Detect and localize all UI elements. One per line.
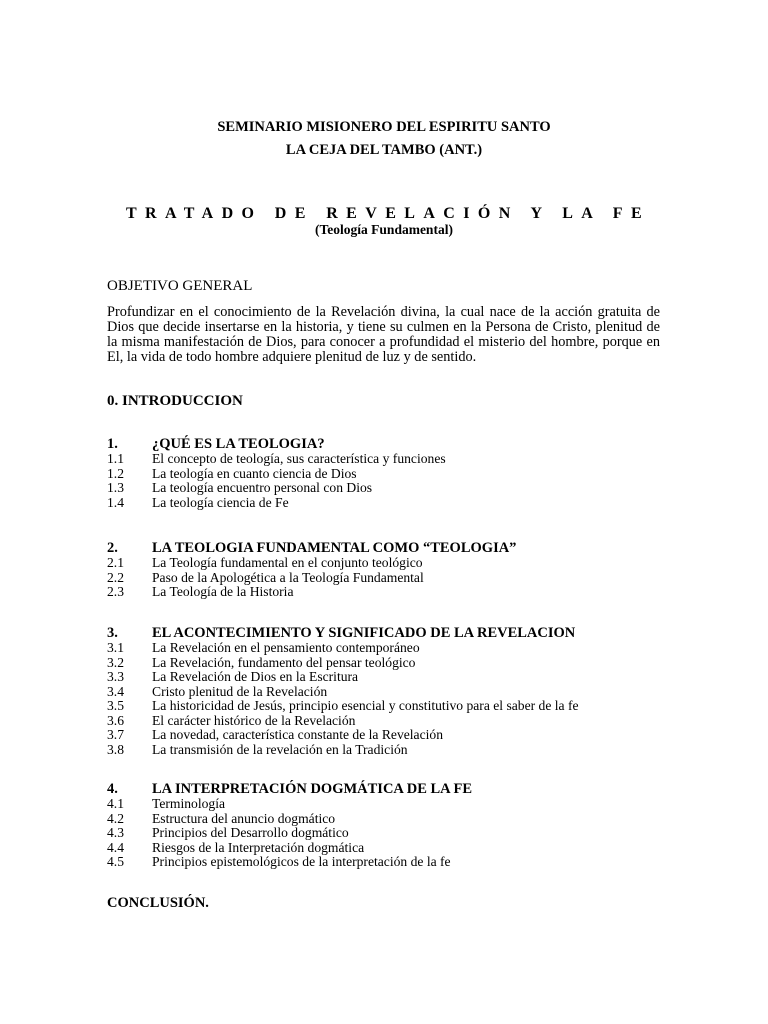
item-number: 4.1 <box>107 796 124 811</box>
list-item <box>107 556 667 571</box>
list-item <box>107 855 667 870</box>
item-number: 4.2 <box>107 810 124 826</box>
introduction-heading: 0. INTRODUCCION <box>107 393 243 409</box>
list-item <box>107 452 667 467</box>
item-number: 3.8 <box>107 741 124 757</box>
item-text: La Teología de la Historia <box>152 584 294 599</box>
section-heading <box>107 625 667 641</box>
item-number: 4.4 <box>107 839 124 855</box>
list-item <box>107 585 667 600</box>
section-title: LA INTERPRETACIÓN DOGMÁTICA DE LA FE <box>152 781 472 797</box>
list-item <box>107 743 667 758</box>
item-text: La Teología fundamental en el conjunto teológico <box>152 555 423 570</box>
section-4 <box>107 781 667 870</box>
item-number: 2.1 <box>107 555 124 570</box>
item-number: 3.1 <box>107 640 124 655</box>
item-number: 1.1 <box>107 451 124 466</box>
item-text: La historicidad de Jesús, principio esencial y constitutivo para el saber de la fe <box>152 698 579 713</box>
item-text: Terminología <box>152 796 226 811</box>
objective-heading: OBJETIVO GENERAL <box>107 278 253 294</box>
objective-paragraph: Profundizar en el conocimiento de la Revelación divina, la cual nace de la acción gratuita de Dios que decide insertarse en la historia, y tiene su culmen en la Persona de Cristo, plenitud de la misma manifestación de Dios, para conocer a profundidad el misterio del hombre, porque en El, la vida de todo hombre adquiere plenitud de luz y de sentido. <box>107 304 660 365</box>
item-number: 1.3 <box>107 480 124 495</box>
section-number: 4. <box>107 781 118 797</box>
item-number: 3.5 <box>107 698 124 713</box>
section-title: LA TEOLOGIA FUNDAMENTAL COMO “TEOLOGIA” <box>152 540 517 556</box>
item-text: La teología en cuanto ciencia de Dios <box>152 465 357 481</box>
item-text: Riesgos de la Interpretación dogmática <box>152 839 365 855</box>
item-text: Paso de la Apologética a la Teología Fundamental <box>152 569 424 585</box>
list-item <box>107 826 667 841</box>
list-item <box>107 685 667 700</box>
item-text: La Revelación, fundamento del pensar teológico <box>152 654 416 670</box>
list-item <box>107 670 667 685</box>
section-3 <box>107 625 667 757</box>
section-heading <box>107 781 667 797</box>
item-text: Principios del Desarrollo dogmático <box>152 825 349 840</box>
item-number: 3.3 <box>107 669 124 684</box>
section-number: 1. <box>107 436 118 452</box>
list-item <box>107 656 667 671</box>
section-title: ¿QUÉ ES LA TEOLOGIA? <box>152 436 325 452</box>
section-number: 3. <box>107 625 118 641</box>
document-subtitle: (Teología Fundamental) <box>315 222 453 237</box>
item-number: 2.3 <box>107 584 124 599</box>
section-1 <box>107 436 667 510</box>
institution-location: LA CEJA DEL TAMBO (ANT.) <box>285 142 483 158</box>
section-number: 2. <box>107 540 118 556</box>
document-title: TRATADO DE REVELACIÓN Y LA FE <box>125 205 651 222</box>
item-number: 3.6 <box>107 712 124 728</box>
item-number: 3.2 <box>107 654 124 670</box>
list-item <box>107 714 667 729</box>
list-item <box>107 728 667 743</box>
list-item <box>107 496 667 511</box>
section-2 <box>107 540 667 600</box>
item-text: El concepto de teología, sus característica y funciones <box>152 451 446 466</box>
item-number: 3.4 <box>107 683 124 699</box>
section-title: EL ACONTECIMIENTO Y SIGNIFICADO DE LA REVELACION <box>152 625 576 641</box>
item-text: La transmisión de la revelación en la Tradición <box>152 741 408 757</box>
item-number: 3.7 <box>107 727 124 742</box>
item-text: Estructura del anuncio dogmático <box>152 810 336 826</box>
item-number: 4.3 <box>107 825 124 840</box>
institution-name: SEMINARIO MISIONERO DEL ESPIRITU SANTO <box>217 119 551 135</box>
list-item <box>107 571 667 586</box>
item-text: La novedad, característica constante de la Revelación <box>152 727 443 742</box>
item-text: La Revelación en el pensamiento contemporáneo <box>152 640 420 655</box>
item-text: La teología encuentro personal con Dios <box>152 480 373 495</box>
item-number: 1.2 <box>107 465 124 481</box>
item-text: El carácter histórico de la Revelación <box>152 712 356 728</box>
item-number: 2.2 <box>107 569 124 585</box>
list-item <box>107 841 667 856</box>
list-item <box>107 797 667 812</box>
list-item <box>107 481 667 496</box>
item-text: Cristo plenitud de la Revelación <box>152 683 328 699</box>
section-heading <box>107 540 667 556</box>
section-heading <box>107 436 667 452</box>
item-text: La teología ciencia de Fe <box>152 494 289 510</box>
list-item <box>107 812 667 827</box>
list-item <box>107 467 667 482</box>
list-item <box>107 699 667 714</box>
item-number: 4.5 <box>107 854 124 869</box>
item-text: La Revelación de Dios en la Escritura <box>152 669 359 684</box>
list-item <box>107 641 667 656</box>
item-number: 1.4 <box>107 494 124 510</box>
conclusion-heading: CONCLUSIÓN. <box>107 895 209 911</box>
item-text: Principios epistemológicos de la interpretación de la fe <box>152 854 451 869</box>
